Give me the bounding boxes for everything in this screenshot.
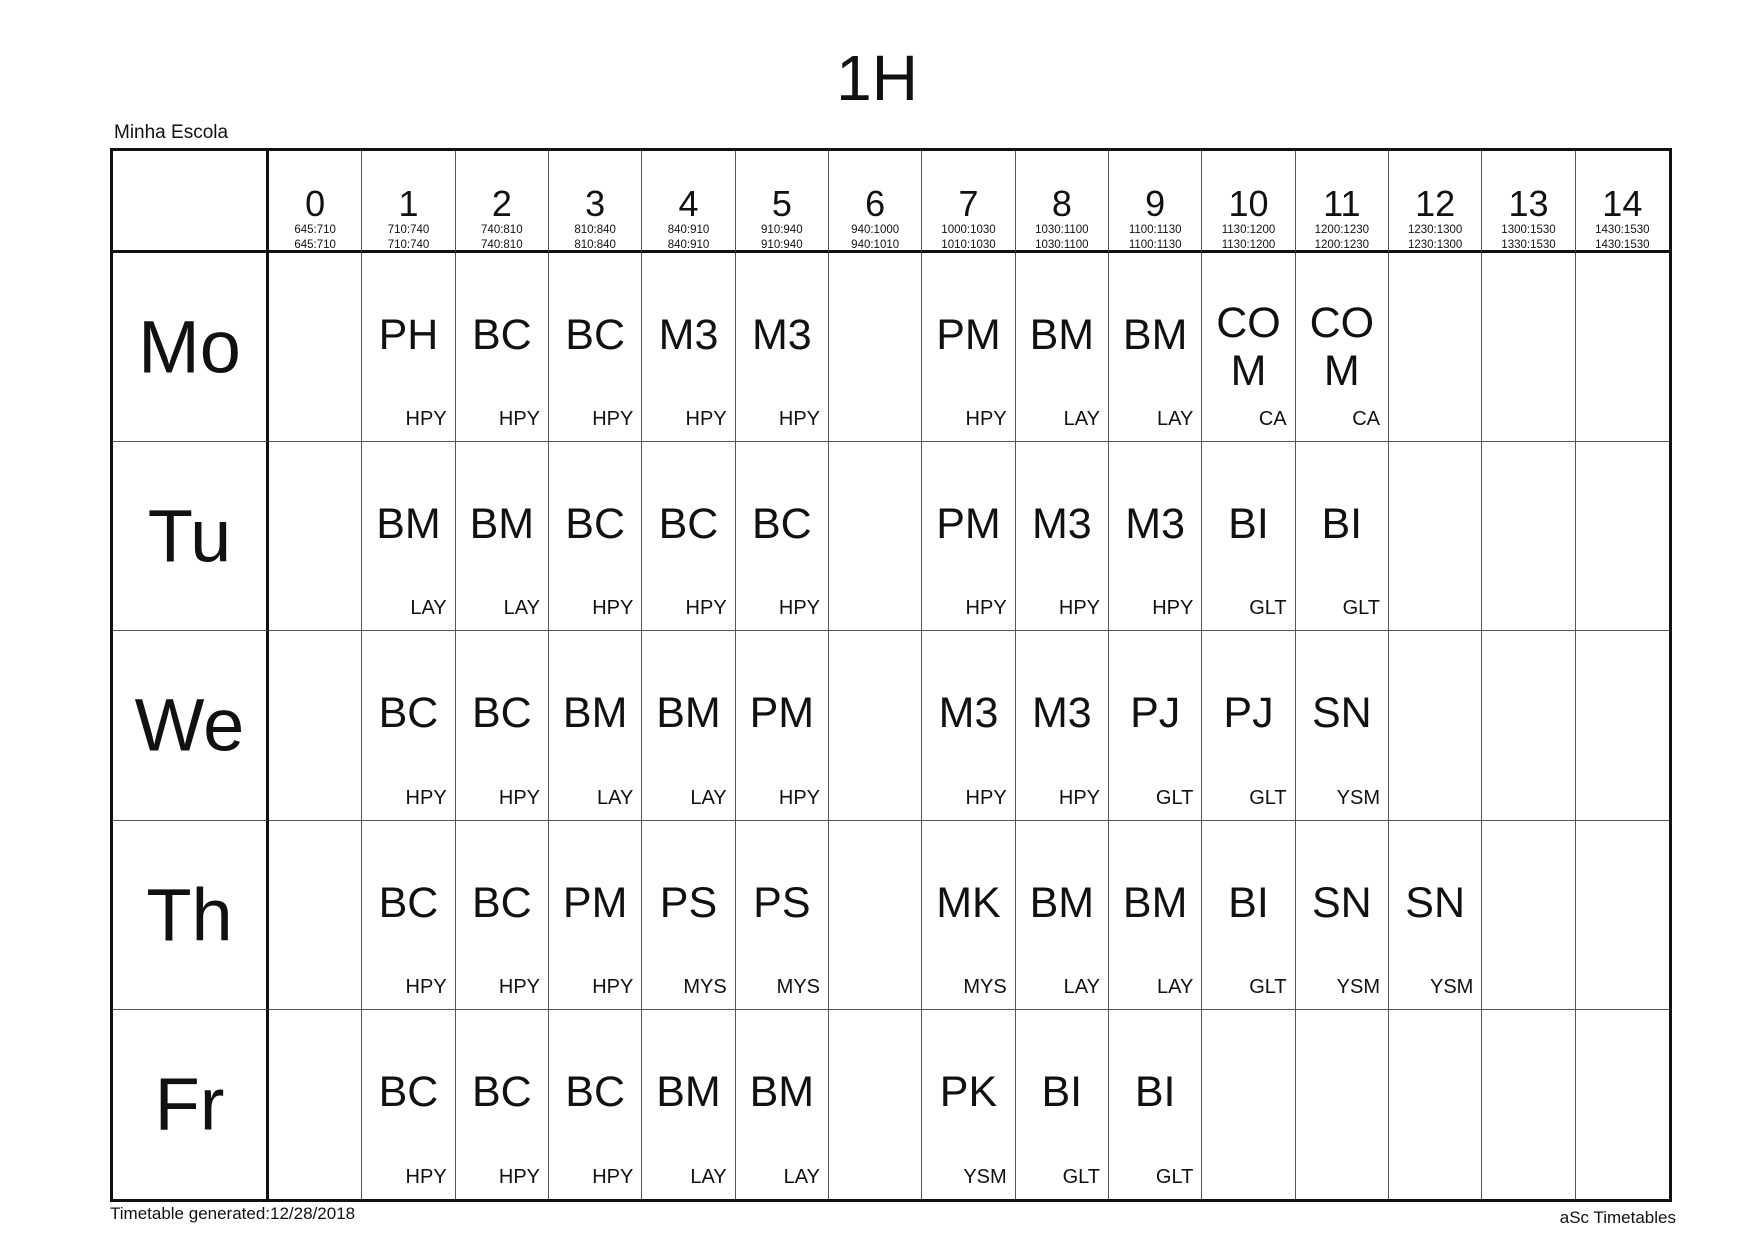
period-number: 9 [1145,183,1166,224]
lesson-subject: M3 [1125,500,1186,549]
day-name: We [134,683,245,767]
lesson-subject: BM [656,1067,721,1116]
period-time-start: 1300:1530 [1501,224,1556,236]
lesson-subject: BC [471,311,532,359]
lesson-cell [736,631,829,820]
period-header [1482,151,1575,253]
period-time-start: 1100:1130 [1128,224,1182,236]
lesson-teacher: HPY [592,1165,634,1188]
period-number: 5 [771,183,792,224]
lesson-subject: COM [1309,299,1375,395]
generated-date: Timetable generated:12/28/2018 [110,1204,356,1223]
lesson-teacher: HPY [1058,597,1100,620]
lesson-subject: SN [1311,878,1372,927]
lesson-cell [549,631,642,820]
period-time-end: 940:1010 [851,239,900,251]
lesson-teacher: HPY [592,597,634,620]
period-number: 6 [865,183,886,224]
day-name: Mo [138,305,241,389]
timetable-title: 1H [836,42,918,114]
lesson-teacher: HPY [405,975,447,998]
lesson-subject: BI [1321,500,1363,549]
period-time-start: 810:840 [574,224,616,236]
empty-cell [269,1010,362,1199]
corner-cell [113,151,269,253]
lesson-subject: COM [1216,299,1281,395]
day-label-cell [113,253,269,442]
lesson-cell [922,821,1015,1010]
lesson-subject: PJ [1223,689,1274,738]
lesson-cell [1296,253,1389,442]
lesson-cell [1202,253,1295,442]
empty-cell [1482,442,1575,631]
lesson-cell [1109,821,1202,1010]
day-name: Fr [154,1062,225,1146]
lesson-cell [1016,631,1109,820]
lesson-teacher: HPY [405,408,447,431]
lesson-cell [549,253,642,442]
period-header [549,151,642,253]
lesson-teacher: HPY [778,408,820,431]
lesson-subject: PH [378,311,439,359]
period-header [736,151,829,253]
period-time-start: 710:740 [387,224,430,236]
period-header [1109,151,1202,253]
empty-cell [1482,821,1575,1010]
empty-cell [1482,631,1575,820]
lesson-cell [1202,821,1295,1010]
lesson-cell [1389,821,1482,1010]
lesson-subject: MK [936,878,1001,927]
lesson-cell [736,253,829,442]
lesson-cell [362,442,455,631]
period-time-end: 810:840 [574,239,616,251]
lesson-cell [1109,253,1202,442]
lesson-cell [922,1010,1015,1199]
lesson-cell [1016,1010,1109,1199]
lesson-cell [1296,442,1389,631]
lesson-subject: BC [378,1067,439,1116]
lesson-subject: BC [751,500,812,549]
lesson-cell [922,253,1015,442]
day-label-cell [113,631,269,820]
period-header [642,151,735,253]
lesson-teacher: HPY [498,786,540,809]
lesson-subject: PM [936,311,1001,359]
lesson-subject: PS [659,878,718,927]
lesson-teacher: GLT [1249,975,1287,998]
lesson-teacher: YSM [1429,975,1474,998]
lesson-subject: M3 [1031,500,1092,549]
lesson-teacher: GLT [1062,1165,1100,1188]
lesson-cell [362,631,455,820]
lesson-cell [456,442,549,631]
empty-cell [829,1010,922,1199]
lesson-cell [1109,631,1202,820]
period-time-end: 740:810 [481,239,523,251]
lesson-subject: PM [562,878,628,927]
period-time-start: 740:810 [481,224,523,236]
lesson-subject: BC [378,878,439,927]
lesson-teacher: HPY [685,408,727,431]
day-label-cell [113,442,269,631]
period-number: 11 [1323,183,1361,224]
period-time-start: 1200:1230 [1314,224,1370,236]
empty-cell [829,821,922,1010]
lesson-teacher: HPY [685,597,727,620]
empty-cell [269,821,362,1010]
lesson-teacher: LAY [783,1165,820,1188]
empty-cell [269,253,362,442]
lesson-subject: BM [376,500,441,549]
brand-label: aSc Timetables [1559,1208,1676,1227]
lesson-teacher: LAY [1157,408,1194,431]
empty-cell [829,631,922,820]
lesson-teacher: HPY [405,786,447,809]
period-header [922,151,1015,253]
lesson-teacher: HPY [965,408,1007,431]
lesson-subject: BC [565,500,626,549]
lesson-cell [456,253,549,442]
period-time-end: 645:710 [294,239,336,251]
lesson-cell [736,442,829,631]
empty-cell [1576,253,1669,442]
lesson-teacher: CA [1258,408,1287,431]
period-time-start: 940:1000 [851,224,900,236]
period-time-end: 1130:1200 [1221,239,1276,251]
period-time-end: 1330:1530 [1501,239,1556,251]
lesson-teacher: HPY [592,975,634,998]
lesson-subject: BC [658,500,719,549]
period-time-end: 1100:1130 [1128,239,1182,251]
lesson-subject: BC [378,689,439,738]
period-time-end: 910:940 [761,239,803,251]
lesson-cell [1016,253,1109,442]
period-number: 14 [1602,183,1643,224]
lesson-teacher: LAY [503,597,540,620]
lesson-cell [922,442,1015,631]
empty-cell [829,442,922,631]
lesson-cell [1202,442,1295,631]
lesson-subject: BC [471,878,532,927]
lesson-teacher: MYS [683,975,727,998]
period-time-start: 1230:1300 [1407,224,1463,236]
lesson-subject: BC [565,311,626,359]
lesson-subject: BI [1228,500,1269,549]
lesson-cell [1109,442,1202,631]
empty-cell [1389,631,1482,820]
lesson-cell [642,253,735,442]
period-time-start: 1430:1530 [1595,224,1650,236]
period-header [1016,151,1109,253]
period-time-end: 1430:1530 [1595,239,1650,251]
lesson-teacher: GLT [1249,597,1287,620]
lesson-teacher: HPY [965,597,1007,620]
lesson-teacher: HPY [965,786,1007,809]
lesson-subject: BM [749,1067,815,1116]
lesson-subject: BI [1228,878,1269,927]
period-time-end: 1030:1100 [1035,239,1089,251]
day-label-cell [113,821,269,1010]
lesson-cell [1109,1010,1202,1199]
period-time-start: 1030:1100 [1035,224,1089,236]
lesson-cell [1296,821,1389,1010]
period-header [362,151,455,253]
lesson-subject: PK [939,1067,998,1116]
lesson-subject: SN [1311,689,1372,738]
lesson-cell [549,821,642,1010]
period-time-end: 1010:1030 [941,239,996,251]
period-number: 2 [491,183,512,224]
empty-cell [1389,1010,1482,1199]
period-time-end: 1230:1300 [1407,239,1463,251]
lesson-teacher: HPY [498,1165,540,1188]
lesson-subject: BI [1041,1067,1083,1116]
lesson-cell [642,442,735,631]
lesson-teacher: GLT [1155,1165,1194,1188]
empty-cell [1576,821,1669,1010]
period-number: 13 [1508,183,1549,224]
lesson-subject: BM [469,500,535,549]
lesson-cell [456,1010,549,1199]
period-time-end: 710:740 [387,239,430,251]
lesson-teacher: MYS [776,975,820,998]
period-number: 4 [678,183,699,224]
lesson-subject: BI [1134,1067,1176,1116]
lesson-subject: PJ [1130,689,1181,738]
empty-cell [1202,1010,1295,1199]
lesson-cell [736,1010,829,1199]
period-header [1576,151,1669,253]
empty-cell [1576,631,1669,820]
lesson-cell [362,821,455,1010]
lesson-teacher: HPY [1058,786,1100,809]
lesson-cell [549,442,642,631]
lesson-cell [1202,631,1295,820]
period-time-end: 840:910 [667,239,710,251]
period-header [269,151,362,253]
lesson-subject: BM [1122,311,1188,359]
lesson-teacher: HPY [778,786,820,809]
lesson-teacher: LAY [690,1165,727,1188]
lesson-cell [1296,631,1389,820]
lesson-cell [456,631,549,820]
period-time-end: 1200:1230 [1314,239,1370,251]
period-header [456,151,549,253]
lesson-teacher: GLT [1155,786,1194,809]
lesson-subject: BM [1122,878,1188,927]
period-number: 8 [1051,183,1072,224]
period-number: 12 [1415,183,1456,224]
empty-cell [829,253,922,442]
lesson-subject: M3 [751,311,812,359]
lesson-teacher: HPY [498,975,540,998]
lesson-subject: BC [565,1067,626,1116]
day-label-cell [113,1010,269,1199]
lesson-teacher: LAY [1157,975,1194,998]
lesson-subject: BC [471,689,532,738]
lesson-teacher: LAY [1063,975,1100,998]
empty-cell [269,442,362,631]
empty-cell [1296,1010,1389,1199]
period-header [829,151,922,253]
lesson-subject: BM [656,689,721,738]
period-time-start: 840:910 [667,224,710,236]
lesson-subject: BC [471,1067,532,1116]
period-time-start: 1130:1200 [1221,224,1276,236]
lesson-cell [456,821,549,1010]
lesson-teacher: LAY [1063,408,1100,431]
period-number: 1 [398,183,419,224]
lesson-teacher: HPY [1152,597,1194,620]
lesson-subject: BM [1029,311,1095,359]
lesson-teacher: LAY [410,597,447,620]
lesson-subject: M3 [938,689,999,738]
timetable-grid [110,148,1672,1202]
lesson-cell [549,1010,642,1199]
lesson-cell [1016,821,1109,1010]
lesson-cell [642,1010,735,1199]
lesson-cell [642,631,735,820]
empty-cell [269,631,362,820]
period-number: 7 [958,183,979,224]
lesson-subject: BM [562,689,628,738]
lesson-teacher: HPY [592,408,634,431]
lesson-teacher: GLT [1342,597,1380,620]
lesson-teacher: MYS [963,975,1007,998]
period-header [1296,151,1389,253]
lesson-teacher: LAY [597,786,634,809]
lesson-teacher: YSM [1336,975,1380,998]
school-name: Minha Escola [114,122,229,143]
lesson-subject: BM [1029,878,1095,927]
lesson-teacher: CA [1352,408,1380,431]
empty-cell [1389,442,1482,631]
lesson-subject: M3 [658,311,719,359]
lesson-teacher: HPY [498,408,540,431]
empty-cell [1482,253,1575,442]
period-number: 0 [305,183,326,224]
lesson-cell [736,821,829,1010]
empty-cell [1576,1010,1669,1199]
day-name: Tu [147,494,232,578]
empty-cell [1576,442,1669,631]
lesson-subject: SN [1405,878,1466,927]
lesson-cell [922,631,1015,820]
period-time-start: 1000:1030 [941,224,996,236]
period-number: 10 [1228,183,1269,224]
lesson-teacher: GLT [1249,786,1287,809]
period-time-start: 645:710 [294,224,336,236]
lesson-teacher: YSM [963,1165,1007,1188]
lesson-subject: PM [749,689,815,738]
period-time-start: 910:940 [761,224,803,236]
lesson-subject: M3 [1031,689,1092,738]
empty-cell [1389,253,1482,442]
day-name: Th [146,873,233,957]
empty-cell [1482,1010,1575,1199]
lesson-cell [642,821,735,1010]
lesson-subject: PS [753,878,811,927]
lesson-teacher: LAY [690,786,727,809]
lesson-cell [362,1010,455,1199]
lesson-teacher: YSM [1336,786,1380,809]
lesson-teacher: HPY [405,1165,447,1188]
period-header [1202,151,1295,253]
lesson-subject: PM [936,500,1001,549]
period-header [1389,151,1482,253]
lesson-cell [1016,442,1109,631]
period-number: 3 [585,183,606,224]
lesson-teacher: HPY [778,597,820,620]
lesson-cell [362,253,455,442]
